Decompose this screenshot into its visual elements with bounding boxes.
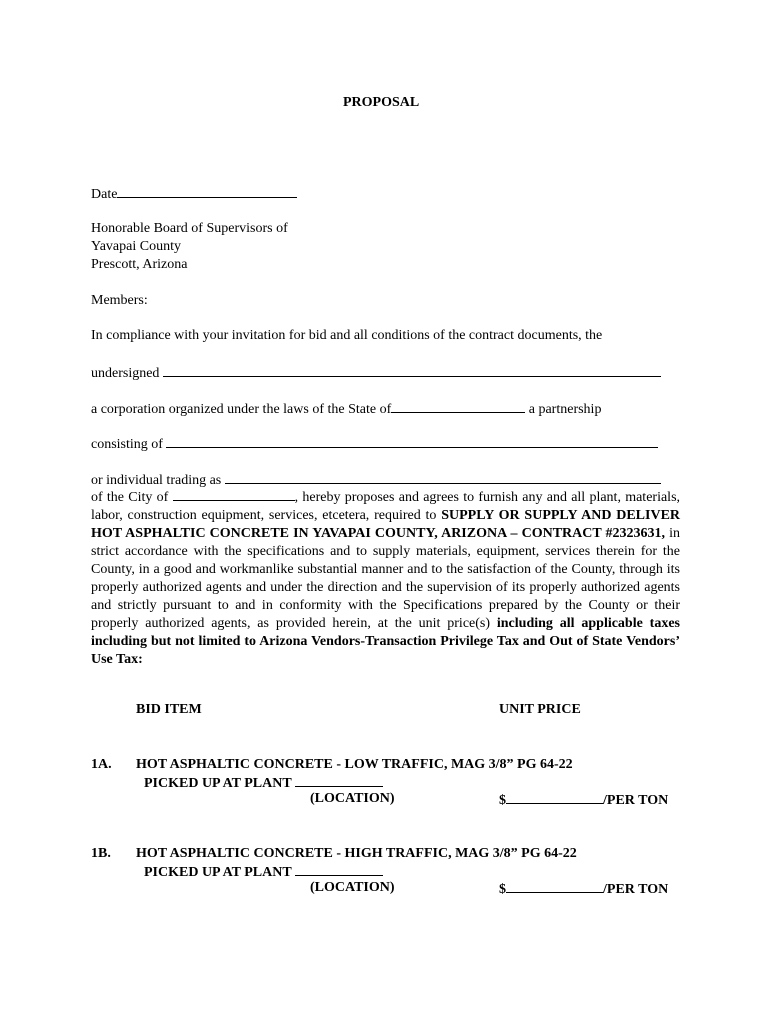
price-line (499, 790, 668, 810)
para-bold-2: including all applicable taxes including but not limited to Arizona Vendors-Transaction Privilege Tax and Out of State Vendors’ Use Tax: (91, 616, 680, 667)
corporation-label: a corporation organized under the laws of the State of (91, 402, 392, 417)
price-field[interactable] (506, 879, 603, 893)
location-label: (LOCATION) (310, 791, 395, 806)
address-line-3: Prescott, Arizona (91, 257, 188, 272)
city-prefix: of the City of (91, 490, 169, 505)
corporation-line (91, 399, 601, 419)
city-field[interactable] (173, 487, 295, 501)
unit-price-header: UNIT PRICE (499, 702, 581, 717)
currency-symbol: $ (499, 793, 506, 808)
location-field[interactable] (295, 862, 383, 876)
consisting-line (91, 434, 658, 454)
currency-symbol: $ (499, 882, 506, 897)
item-number: 1B. (91, 846, 111, 861)
date-field[interactable] (117, 184, 297, 198)
para-bold-1: SUPPLY OR SUPPLY AND DELIVER HOT ASPHALTIC CONCRETE IN YAVAPAI COUNTY, ARIZONA – CONTRACT #2323631, (91, 508, 681, 541)
address-line-1: Honorable Board of Supervisors of (91, 221, 288, 236)
unit-label: /PER TON (603, 882, 669, 897)
individual-label: or individual trading as (91, 473, 222, 488)
pickup-label: PICKED UP AT PLANT (144, 776, 292, 791)
location-field[interactable] (295, 773, 383, 787)
item-description: HOT ASPHALTIC CONCRETE - HIGH TRAFFIC, MAG 3/8” PG 64-22 (136, 846, 577, 861)
item-description: HOT ASPHALTIC CONCRETE - LOW TRAFFIC, MAG 3/8” PG 64-22 (136, 757, 573, 772)
proposal-paragraph (91, 487, 680, 669)
address-line-2: Yavapai County (91, 239, 181, 254)
para-text-1: , hereby proposes and agrees to furnish any and all plant, materials, labor, construction equipment, services, etcetera, required to (91, 490, 681, 523)
para-text-2: in strict accordance with the specifications and to supply materials, equipment, services therein for the County, in a good and workmanlike substantial manner and to the satisfaction of the County, through its properly authorized agents and under the direction and the supervision of its properly authorized agents and strictly pursuant to and in conformity with the Specifications prepared by the County or their properly authorized agents, as provided herein, at the unit price(s) (91, 526, 681, 631)
intro-text: In compliance with your invitation for bid and all conditions of the contract documents, the (91, 328, 603, 343)
undersigned-label: undersigned (91, 366, 160, 381)
undersigned-line (91, 363, 661, 383)
item-number: 1A. (91, 757, 112, 772)
price-line (499, 879, 668, 899)
page-title: PROPOSAL (343, 95, 420, 110)
date-label: Date (91, 187, 118, 202)
undersigned-field[interactable] (163, 363, 661, 377)
pickup-label: PICKED UP AT PLANT (144, 865, 292, 880)
unit-label: /PER TON (603, 793, 669, 808)
date-line (91, 184, 297, 204)
consisting-label: consisting of (91, 437, 163, 452)
state-field[interactable] (391, 399, 525, 413)
location-label: (LOCATION) (310, 880, 395, 895)
salutation: Members: (91, 293, 148, 308)
individual-field[interactable] (225, 470, 661, 484)
bid-item-header: BID ITEM (136, 702, 202, 717)
partnership-label: a partnership (528, 402, 602, 417)
consisting-field[interactable] (166, 434, 658, 448)
price-field[interactable] (506, 790, 603, 804)
